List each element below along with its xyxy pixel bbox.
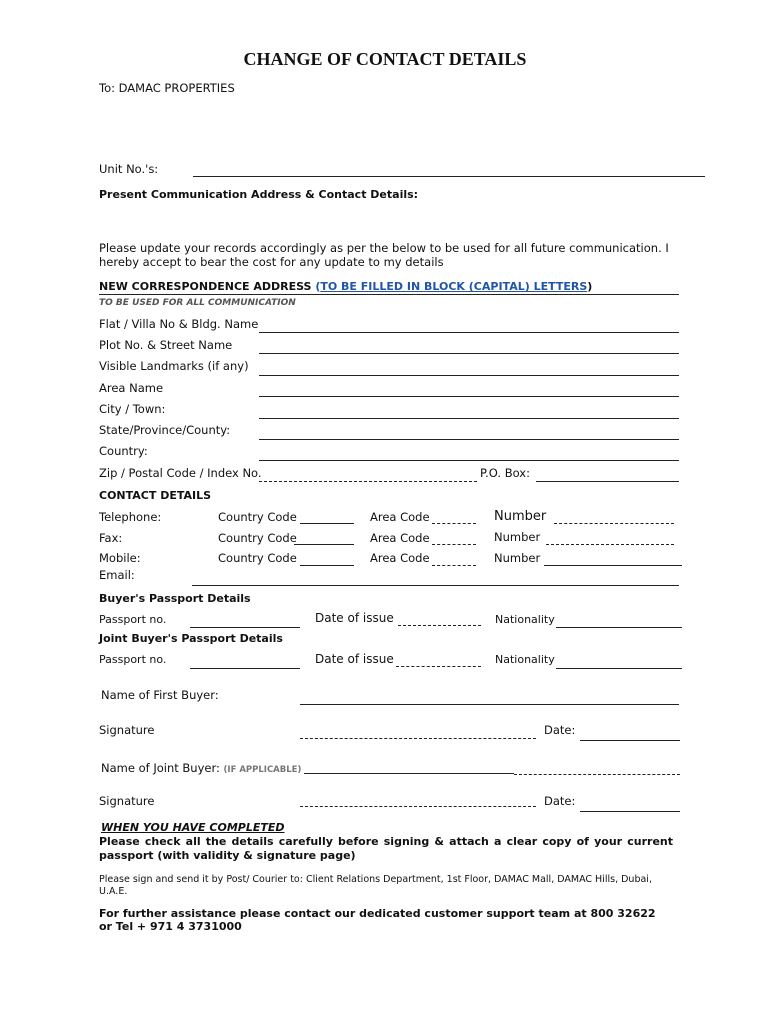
completed-heading: WHEN YOU HAVE COMPLETED	[101, 821, 285, 834]
update-text: Please update your records accordingly as per the below to be used for all future communication. I hereby accept to bear the cost for any update to my details	[99, 241, 669, 269]
mobile-country-code-label: Country Code	[218, 551, 297, 565]
email-field[interactable]	[192, 585, 679, 586]
mobile-area-code-label: Area Code	[370, 551, 430, 565]
field-country[interactable]	[259, 460, 679, 461]
mobile-number-field[interactable]	[544, 565, 682, 566]
fax-area-code-field[interactable]	[432, 544, 476, 545]
signature-field-2[interactable]	[300, 806, 536, 807]
joint-issue-label: Date of issue	[315, 652, 394, 666]
field-area[interactable]	[259, 396, 679, 397]
field-city[interactable]	[259, 418, 679, 419]
signature-field-1[interactable]	[300, 738, 536, 739]
field-label-flat: Flat / Villa No & Bldg. Name	[99, 317, 259, 331]
buyer-passport-field[interactable]	[190, 627, 300, 628]
buyer-nationality-label: Nationality	[495, 613, 555, 626]
date-label-2: Date:	[544, 794, 576, 808]
pobox-field[interactable]	[536, 481, 679, 482]
buyer-issue-field[interactable]	[398, 625, 481, 626]
fax-area-code-label: Area Code	[370, 531, 430, 545]
email-label: Email:	[99, 568, 135, 582]
field-plot[interactable]	[259, 353, 679, 354]
joint-buyer-label	[101, 761, 301, 775]
first-buyer-label: Name of First Buyer:	[101, 688, 219, 702]
pobox-label: P.O. Box:	[480, 466, 530, 480]
field-label-city: City / Town:	[99, 402, 166, 416]
field-flat[interactable]	[259, 332, 679, 333]
page-title: CHANGE OF CONTACT DETAILS	[243, 49, 527, 69]
date-label-1: Date:	[544, 723, 576, 737]
field-label-landmarks: Visible Landmarks (if any)	[99, 359, 249, 373]
buyer-passport-label: Passport no.	[99, 613, 167, 626]
fax-country-code-label: Country Code	[218, 531, 297, 545]
present-heading: Present Communication Address & Contact Details:	[99, 188, 419, 201]
buyer-nationality-field[interactable]	[556, 627, 682, 628]
tel-country-code-label: Country Code	[218, 510, 297, 524]
telephone-label: Telephone:	[99, 510, 162, 524]
send-text: Please sign and send it by Post/ Courier to: Client Relations Department, 1st Floor, DAMAC Mall, DAMAC Hills, Dubai, U.A.E.	[99, 874, 652, 897]
joint-passport-label: Passport no.	[99, 653, 167, 666]
joint-buyer-field[interactable]	[304, 773, 514, 774]
joint-buyer-field-ext[interactable]	[514, 774, 680, 775]
field-landmarks[interactable]	[259, 375, 679, 376]
date-field-2[interactable]	[580, 811, 680, 812]
field-label-area: Area Name	[99, 381, 164, 395]
fax-number-field[interactable]	[546, 544, 674, 545]
first-buyer-field[interactable]	[300, 704, 679, 705]
mobile-country-code-field[interactable]	[300, 565, 354, 566]
date-field-1[interactable]	[580, 740, 680, 741]
new-address-title: NEW CORRESPONDENCE ADDRESS	[99, 280, 312, 293]
field-label-country: Country:	[99, 444, 148, 458]
joint-nationality-label: Nationality	[495, 653, 555, 666]
if-applicable-note: (IF APPLICABLE)	[223, 765, 302, 775]
joint-passport-field[interactable]	[190, 668, 300, 669]
contact-heading: CONTACT DETAILS	[99, 489, 212, 502]
zip-label: Zip / Postal Code / Index No.	[99, 466, 262, 480]
buyer-issue-label: Date of issue	[315, 611, 394, 625]
block-letters-open: (	[315, 280, 321, 293]
completed-text: Please check all the details carefully before signing & attach a clear copy of your current passport (with validity & signature page)	[99, 835, 673, 862]
new-address-heading	[99, 280, 592, 293]
tel-area-code-label: Area Code	[370, 510, 430, 524]
tel-number-label: Number	[494, 509, 547, 524]
joint-nationality-field[interactable]	[556, 668, 682, 669]
joint-buyer-label-text: Name of Joint Buyer:	[101, 761, 220, 775]
field-state[interactable]	[259, 439, 679, 440]
signature-label-1: Signature	[99, 723, 155, 737]
block-letters-note: TO BE FILLED IN BLOCK (CAPITAL) LETTERS	[320, 280, 588, 293]
joint-passport-heading: Joint Buyer's Passport Details	[99, 632, 283, 645]
heading-rule	[99, 294, 679, 295]
tel-area-code-field[interactable]	[432, 523, 476, 524]
unit-label: Unit No.'s:	[99, 162, 159, 176]
unit-field[interactable]	[193, 176, 705, 177]
fax-number-label: Number	[494, 530, 541, 544]
fax-country-code-field[interactable]	[294, 544, 354, 545]
to-line: To: DAMAC PROPERTIES	[99, 81, 235, 95]
mobile-area-code-field[interactable]	[432, 565, 476, 566]
tel-number-field[interactable]	[554, 523, 674, 524]
zip-field[interactable]	[259, 481, 477, 482]
signature-label-2: Signature	[99, 794, 155, 808]
buyer-passport-heading: Buyer's Passport Details	[99, 592, 251, 605]
mobile-number-label: Number	[494, 551, 541, 565]
field-label-plot: Plot No. & Street Name	[99, 338, 233, 352]
field-label-state: State/Province/County:	[99, 423, 231, 437]
joint-issue-field[interactable]	[396, 666, 481, 667]
tel-country-code-field[interactable]	[300, 523, 354, 524]
mobile-label: Mobile:	[99, 551, 141, 565]
assist-text: For further assistance please contact our dedicated customer support team at 800 32622 or Tel + 971 4 3731000	[99, 907, 656, 933]
block-letters-close: )	[587, 280, 593, 293]
sub-note: TO BE USED FOR ALL COMMUNICATION	[99, 298, 296, 308]
fax-label: Fax:	[99, 531, 123, 545]
